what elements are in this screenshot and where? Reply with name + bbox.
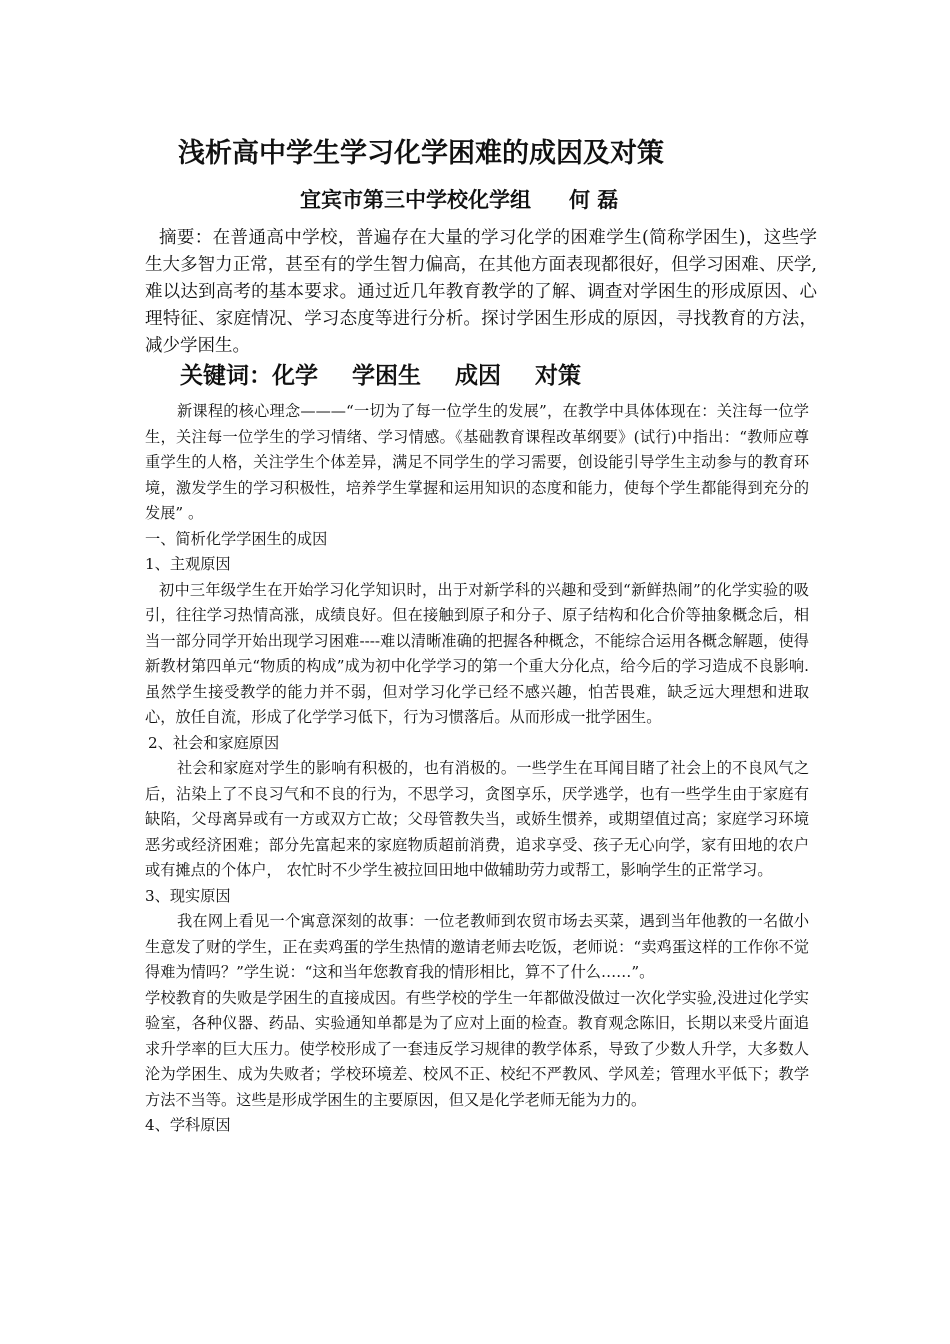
abstract: 摘要：在普通高中学校，普遍存在大量的学习化学的困难学生(简称学困生)，这些学生大多智力正常，甚至有的学生智力偏高，在其他方面表现都很好，但学习困难、厌学,难以达到高考的基本要求。通过近几年教育教学的了解、调查对学困生的形成原因、心理特征、家庭情况、学习态度等进行分析。探讨学困生形成的原因，寻找教育的方法，减少学困生。 [145,228,817,356]
keywords-line [180,358,615,394]
subsection-heading: 4、学科原因 [145,1116,231,1134]
section-heading: 一、简析化学学困生的成因 [145,529,328,548]
keyword-item: 学困生 [352,363,421,389]
subsection-heading: 2、社会和家庭原因 [148,733,280,752]
keyword-item: 对策 [535,363,581,389]
author-line [300,184,618,216]
body-text [145,399,809,1139]
author-name: 何 磊 [569,188,619,212]
author-org: 宜宾市第三中学校化学组 [300,188,531,212]
subsection-heading: 3、现实原因 [145,886,231,905]
paragraph: 社会和家庭对学生的影响有积极的，也有消极的。一些学生在耳闻目睹了社会上的不良风气之后，沾染上了不良习气和不良的行为，不思学习，贪图享乐，厌学逃学，也有一些学生由于家庭有缺陷，父母离异或有一方或双方亡故；父母管教失当，或娇生惯养，或期望值过高；家庭学习环境恶劣或经济困难；部分先富起来的家庭物质超前消费，追求享受、孩子无心向学，家有田地的农户或有摊点的个体户， 农忙时不少学生被拉回田地中做辅助劳力或帮工，影响学生的正常学习。 [145,759,809,879]
keyword-item: 成因 [455,363,501,389]
paragraph: 学校教育的失败是学困生的直接成因。有些学校的学生一年都做没做过一次化学实验,没进过化学实验室，各种仪器、药品、实验通知单都是为了应对上面的检查。教育观念陈旧，长期以来受片面追求升学率的巨大压力。使学校形成了一套违反学习规律的教学体系，导致了少数人升学，大多数人沦为学困生、成为失败者；学校环境差、校风不正、校纪不严教风、学风差；管理水平低下；教学方法不当等。这些是形成学困生的主要原因，但又是化学老师无能为力的。 [145,988,809,1109]
paragraph: 我在网上看见一个寓意深刻的故事：一位老教师到农贸市场去买菜，遇到当年他教的一名做小生意发了财的学生，正在卖鸡蛋的学生热情的邀请老师去吃饭，老师说：“卖鸡蛋这样的工作你不觉得难为情吗？”学生说：“这和当年您教育我的情形相比，算不了什么……”。 [145,912,809,981]
page-title: 浅析高中学生学习化学困难的成因及对策 [178,138,664,169]
paragraph: 初中三年级学生在开始学习化学知识时，出于对新学科的兴趣和受到“新鲜热闹”的化学实验的吸引，往往学习热情高涨，成绩良好。但在接触到原子和分子、原子结构和化合价等抽象概念后，相当一部分同学开始出现学习困难----难以清晰准确的把握各种概念，不能综合运用各概念解题，使得新教材第四单元“物质的构成”成为初中化学学习的第一个重大分化点，给今后的学习造成不良影响.虽然学生接受教学的能力并不弱，但对学习化学已经不感兴趣，怕苦畏难，缺乏远大理想和进取心，放任自流，形成了化学学习低下，行为习惯落后。从而形成一批学困生。 [145,580,809,726]
subsection-heading: 1、主观原因 [145,555,231,573]
keywords-label: 关键词：化学 [180,363,318,389]
intro-paragraph: 新课程的核心理念———“一切为了每一位学生的发展”，在教学中具体体现在：关注每一位学生，关注每一位学生的学习情绪、学习情感。《基础教育课程改革纲要》(试行)中指出：“教师应尊重学生的人格，关注学生个体差异，满足不同学生的学习需要，创设能引导学生主动参与的教育环境，激发学生的学习积极性，培养学生掌握和运用知识的态度和能力，使每个学生都能得到充分的发展” 。 [145,402,809,522]
